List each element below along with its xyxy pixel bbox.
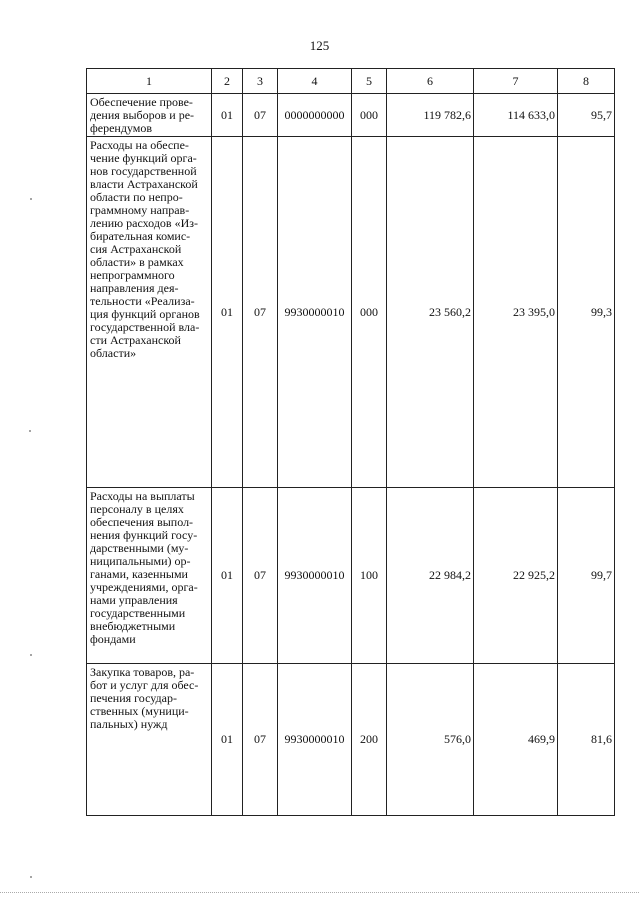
cell-rz: 01 — [212, 488, 243, 664]
cell-pct: 95,7 — [558, 94, 615, 137]
cell-pr: 07 — [243, 94, 278, 137]
row-name-text: Обеспечение прове- дения выборов и ре- ферендумов — [90, 95, 195, 135]
cell-plan: 576,0 — [387, 664, 474, 816]
table-row — [87, 664, 615, 816]
cell-vr: 200 — [352, 664, 387, 816]
col-header: 8 — [558, 69, 615, 94]
cell-vr: 000 — [352, 94, 387, 137]
cell-plan: 22 984,2 — [387, 488, 474, 664]
row-name-text: Расходы на выплаты персоналу в целях обеспечения выпол- нения функций госу- дарственными (му- ниципальными) ор- ганами, казенными учреждениями, орга- нами управления государственными внебюджетными фондами — [90, 489, 198, 646]
col-header: 7 — [474, 69, 558, 94]
cell-pr: 07 — [243, 488, 278, 664]
cell-csr: 9930000010 — [278, 664, 352, 816]
budget-table — [86, 68, 615, 816]
cell-csr: 0000000000 — [278, 94, 352, 137]
page-number: 125 — [309, 38, 330, 53]
table-row — [87, 137, 615, 488]
row-name-text: Закупка товаров, ра- бот и услуг для обес- печения государ- ственных (муници- пальных) нужд — [90, 665, 199, 731]
cell-fact: 23 395,0 — [474, 137, 558, 488]
table-row — [87, 488, 615, 664]
cell-plan: 119 782,6 — [387, 94, 474, 137]
row-name-text: Расходы на обеспе- чение функций орга- нов государственной власти Астраханской области по непро- граммному направ- лению расходов «Из- бирательная комис- сия Астраханской области» в рамках непрограммного направления дея- тельности «Реализа- ция функций органов государственной вла- сти Астраханской области» — [90, 138, 200, 360]
col-header: 2 — [212, 69, 243, 94]
scan-speck — [30, 876, 32, 878]
cell-pr: 07 — [243, 664, 278, 816]
cell-vr: 100 — [352, 488, 387, 664]
cell-pct: 99,3 — [558, 137, 615, 488]
cell-csr: 9930000010 — [278, 488, 352, 664]
row-name — [87, 94, 212, 137]
cell-fact: 469,9 — [474, 664, 558, 816]
scan-edge-line — [0, 892, 639, 893]
cell-csr: 9930000010 — [278, 137, 352, 488]
cell-pct: 81,6 — [558, 664, 615, 816]
cell-rz: 01 — [212, 664, 243, 816]
cell-rz: 01 — [212, 137, 243, 488]
col-header: 1 — [87, 69, 212, 94]
cell-pct: 99,7 — [558, 488, 615, 664]
row-name — [87, 488, 212, 664]
col-header: 3 — [243, 69, 278, 94]
col-header: 6 — [387, 69, 474, 94]
cell-fact: 114 633,0 — [474, 94, 558, 137]
scan-speck — [30, 198, 32, 200]
cell-vr: 000 — [352, 137, 387, 488]
row-name — [87, 137, 212, 488]
cell-pr: 07 — [243, 137, 278, 488]
col-header: 5 — [352, 69, 387, 94]
scan-speck — [30, 654, 32, 656]
table-row — [87, 94, 615, 137]
cell-fact: 22 925,2 — [474, 488, 558, 664]
cell-rz: 01 — [212, 94, 243, 137]
cell-plan: 23 560,2 — [387, 137, 474, 488]
row-name — [87, 664, 212, 816]
scan-speck — [29, 430, 31, 432]
header-row — [87, 69, 615, 94]
col-header: 4 — [278, 69, 352, 94]
